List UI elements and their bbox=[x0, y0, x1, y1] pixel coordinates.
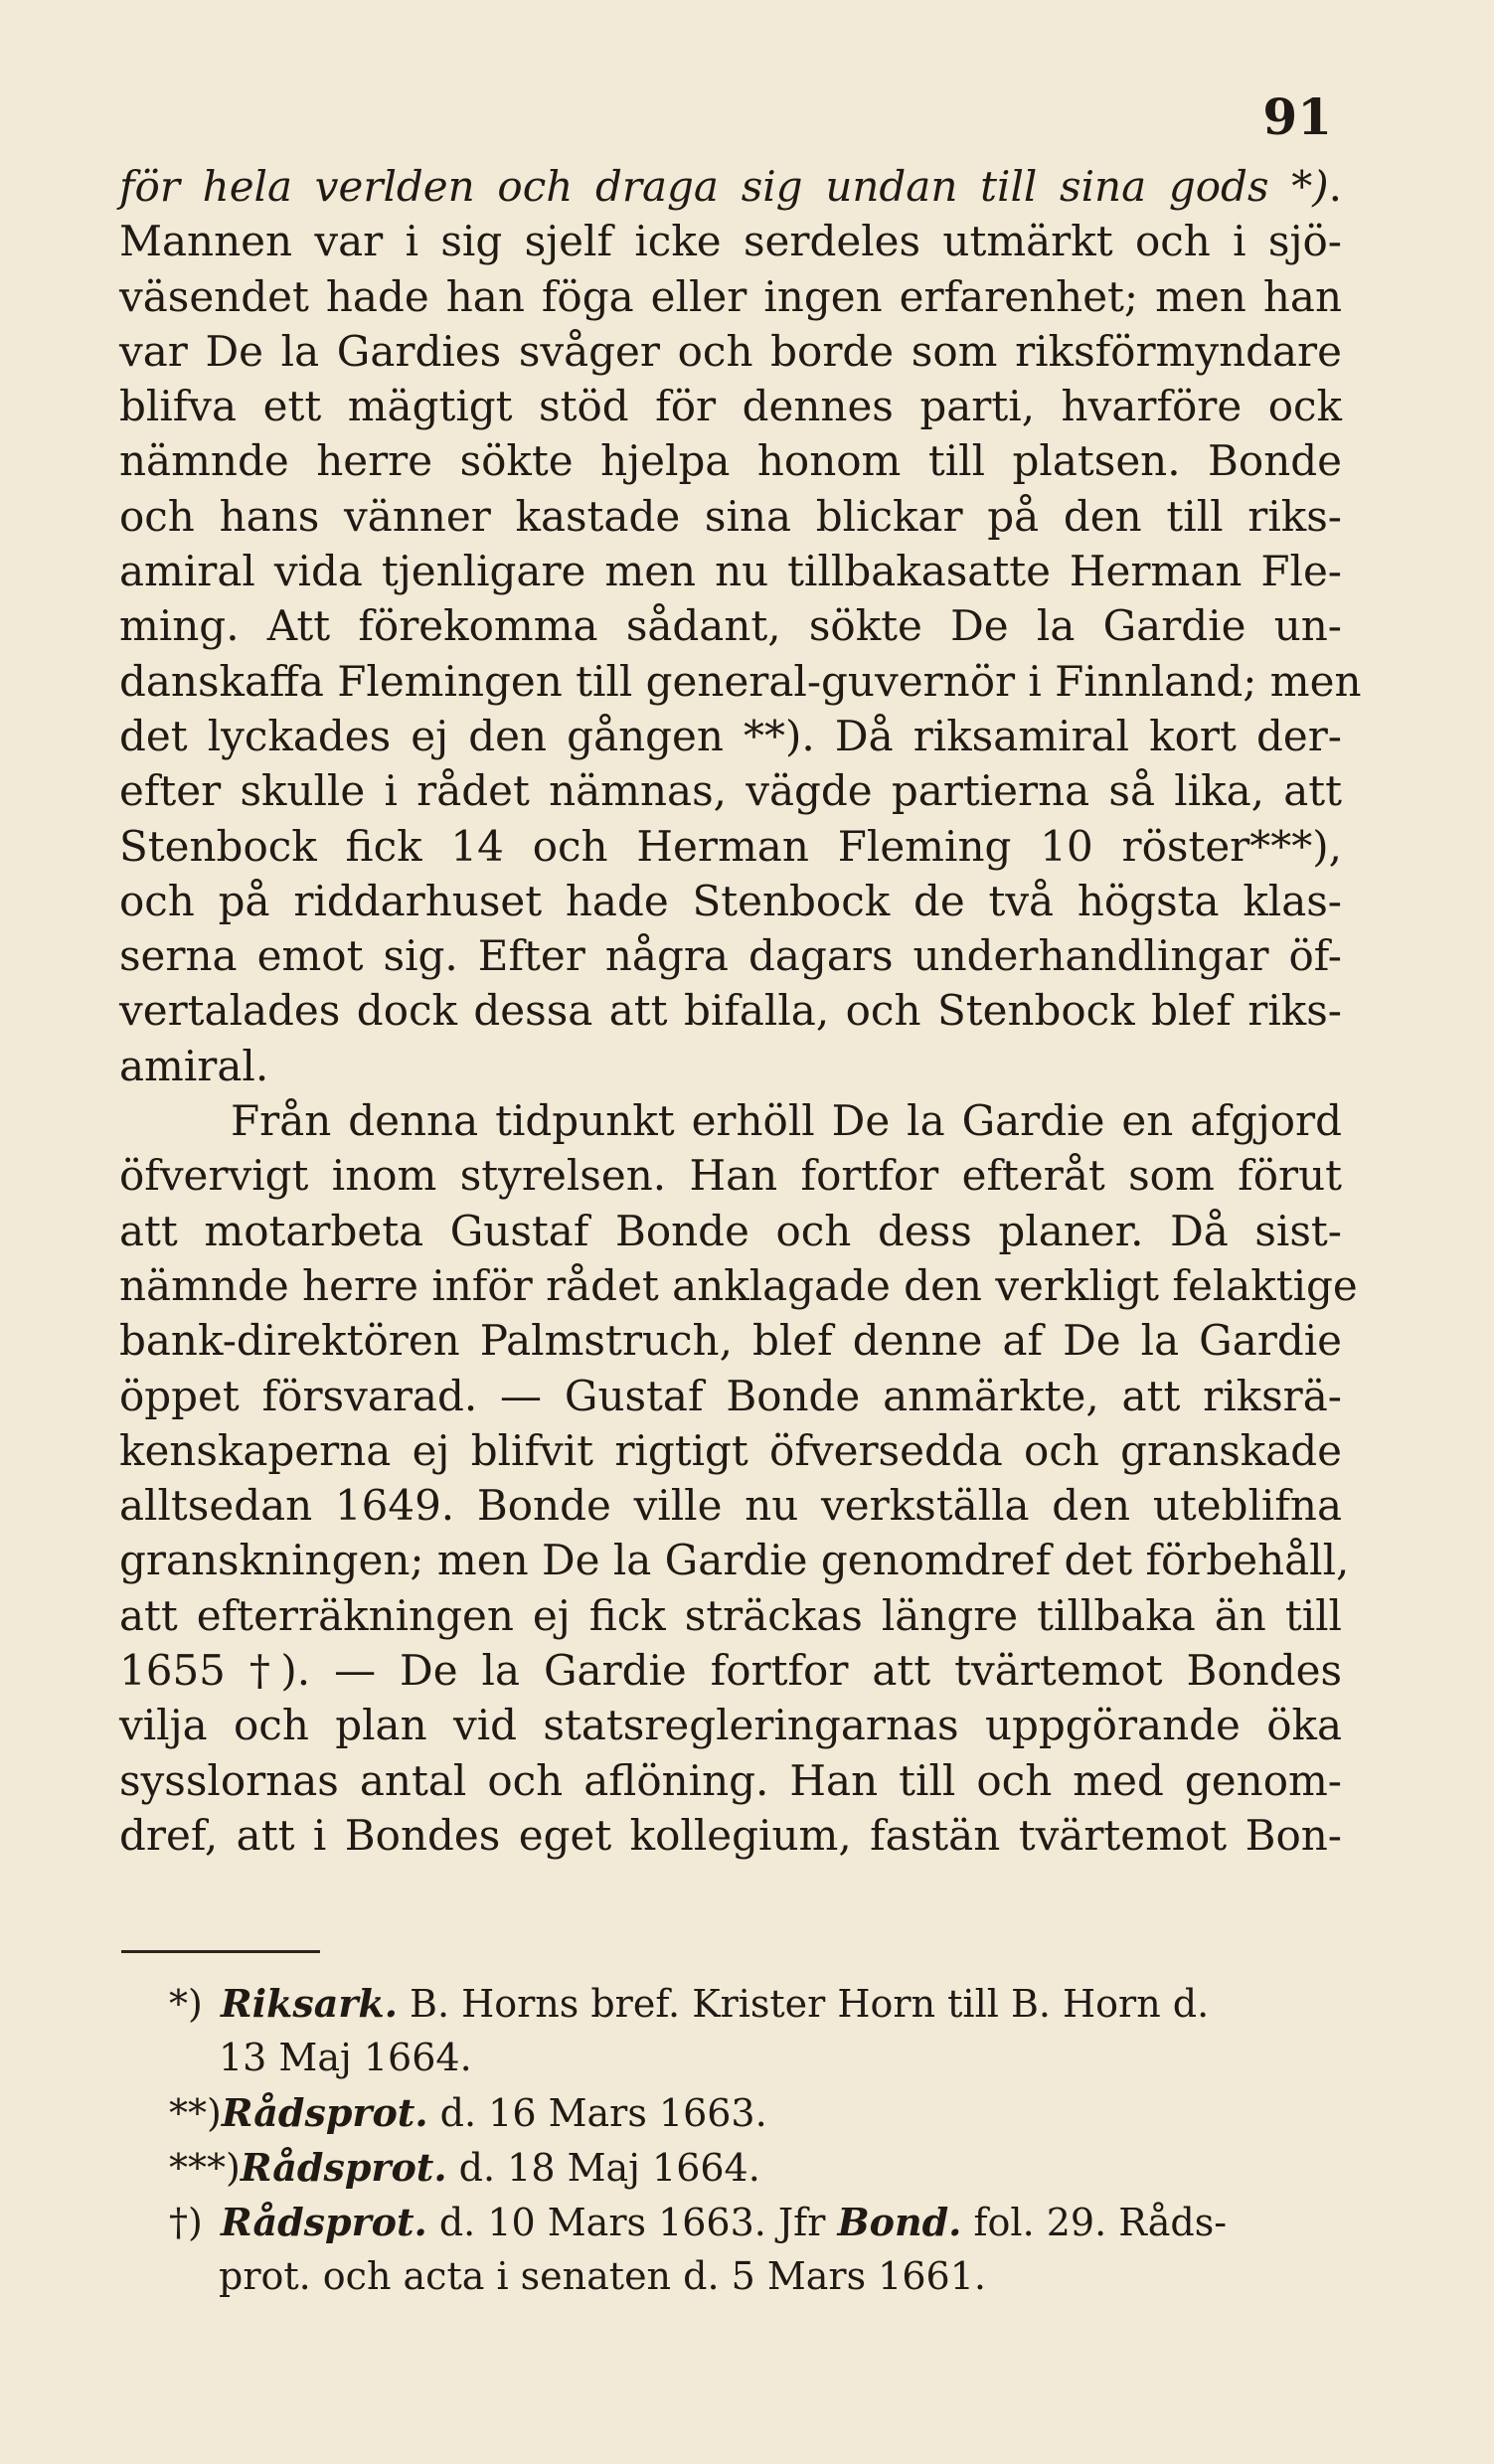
text-line-26: granskningen; men De la Gardie genomdref det förbehåll, bbox=[119, 1536, 1350, 1585]
footnote-divider bbox=[121, 1950, 320, 1953]
footnote-text: B. Horns bref. Krister Horn till B. Horn d. bbox=[397, 1982, 1210, 2026]
footnote-marker: *) bbox=[169, 1982, 203, 2026]
footnotes bbox=[169, 1976, 1342, 2304]
text-line-9: ming. Att förekomma sådant, sökte De la Gardie un- bbox=[119, 601, 1342, 651]
body-text bbox=[119, 159, 1362, 1863]
footnote-3 bbox=[169, 2140, 1342, 2195]
text-line-16: vertalades dock dessa att bifalla, och Stenbock blef riks- bbox=[119, 986, 1342, 1036]
text-line-10: danskaffa Flemingen till general-guvernör i Finnland; men bbox=[119, 656, 1362, 706]
text-line-24: kenskaperna ej blifvit rigtigt öfversedda och granskade bbox=[119, 1425, 1342, 1475]
text-line-31: dref, att i Bondes eget kollegium, fastän tvärtemot Bon- bbox=[119, 1810, 1342, 1860]
text-line-19: öfvervigt inom styrelsen. Han fortfor efteråt som förut bbox=[119, 1151, 1342, 1201]
text-line-15: serna emot sig. Efter några dagars underhandlingar öf- bbox=[119, 931, 1342, 981]
text-line-28: 1655 †). — De la Gardie fortfor att tvärtemot Bondes bbox=[119, 1646, 1342, 1696]
footnote-text-2: fol. 29. Råds- bbox=[961, 2201, 1228, 2244]
page-number: 91 bbox=[1262, 87, 1332, 146]
text-line-27: att efterräkningen ej fick sträckas längre tillbaka än till bbox=[119, 1590, 1342, 1640]
text-line-2: Mannen var i sig sjelf icke serdeles utmärkt och i sjö- bbox=[119, 217, 1342, 266]
text-line-14: och på riddarhuset hade Stenbock de två högsta klas- bbox=[119, 876, 1342, 925]
footnote-marker: †) bbox=[169, 2201, 203, 2244]
text-line-30: sysslornas antal och aflöning. Han till och med genom- bbox=[119, 1755, 1342, 1805]
text-line-1 bbox=[119, 159, 1342, 214]
text-line-29: vilja och plan vid statsregleringarnas uppgörande öka bbox=[119, 1701, 1342, 1750]
footnote-1 bbox=[169, 1976, 1342, 2031]
footnote-text: d. 10 Mars 1663. Jfr bbox=[426, 2201, 838, 2244]
italic-phrase: för hela verlden och draga sig undan till sina gods *) bbox=[119, 162, 1329, 211]
text-line-22: bank-direktören Palmstruch, blef denne af De la Gardie bbox=[119, 1316, 1342, 1366]
text-line-17: amiral. bbox=[119, 1041, 269, 1090]
text-line-6: nämnde herre sökte hjelpa honom till platsen. Bonde bbox=[119, 436, 1342, 486]
footnote-source-2: Bond. bbox=[837, 2200, 962, 2244]
text-line-3: väsendet hade han föga eller ingen erfarenhet; men han bbox=[119, 271, 1342, 321]
italic-phrase-end: . bbox=[1328, 162, 1342, 211]
footnote-source: Riksark. bbox=[221, 1981, 398, 2026]
text-line-13: Stenbock fick 14 och Herman Fleming 10 röster***), bbox=[119, 821, 1342, 871]
footnote-text: d. 18 Maj 1664. bbox=[446, 2146, 760, 2190]
footnote-marker: **) bbox=[169, 2091, 222, 2135]
text-line-21: nämnde herre inför rådet anklagade den verkligt felaktige bbox=[119, 1260, 1358, 1310]
footnote-4 bbox=[169, 2195, 1342, 2249]
text-line-20: att motarbeta Gustaf Bonde och dess planer. Då sist- bbox=[119, 1206, 1342, 1255]
text-line-8: amiral vida tjenligare men nu tillbakasatte Herman Fle- bbox=[119, 547, 1342, 596]
footnote-source: Rådsprot. bbox=[240, 2145, 447, 2190]
text-line-4: var De la Gardies svåger och borde som riksförmyndare bbox=[119, 326, 1342, 376]
text-line-5: blifva ett mägtigt stöd för dennes parti, hvarföre ock bbox=[119, 382, 1342, 431]
footnote-1-continued: 13 Maj 1664. bbox=[219, 2036, 472, 2079]
footnote-2 bbox=[169, 2085, 1342, 2140]
footnote-source: Rådsprot. bbox=[221, 2200, 427, 2244]
footnote-marker: ***) bbox=[169, 2146, 241, 2190]
text-line-12: efter skulle i rådet nämnas, vägde partierna så lika, att bbox=[119, 766, 1342, 816]
footnote-text: d. 16 Mars 1663. bbox=[427, 2091, 767, 2135]
text-line-25: alltsedan 1649. Bonde ville nu verkställa den uteblifna bbox=[119, 1481, 1342, 1531]
footnote-source: Rådsprot. bbox=[221, 2090, 428, 2135]
text-line-23: öppet försvarad. — Gustaf Bonde anmärkte, att riksrä- bbox=[119, 1371, 1342, 1420]
text-line-7: och hans vänner kastade sina blickar på den till riks- bbox=[119, 491, 1342, 541]
footnote-4-continued: prot. och acta i senaten d. 5 Mars 1661. bbox=[219, 2254, 986, 2298]
text-line-18: Från denna tidpunkt erhöll De la Gardie en afgjord bbox=[231, 1096, 1342, 1146]
text-line-11: det lyckades ej den gången **). Då riksamiral kort der- bbox=[119, 711, 1342, 760]
